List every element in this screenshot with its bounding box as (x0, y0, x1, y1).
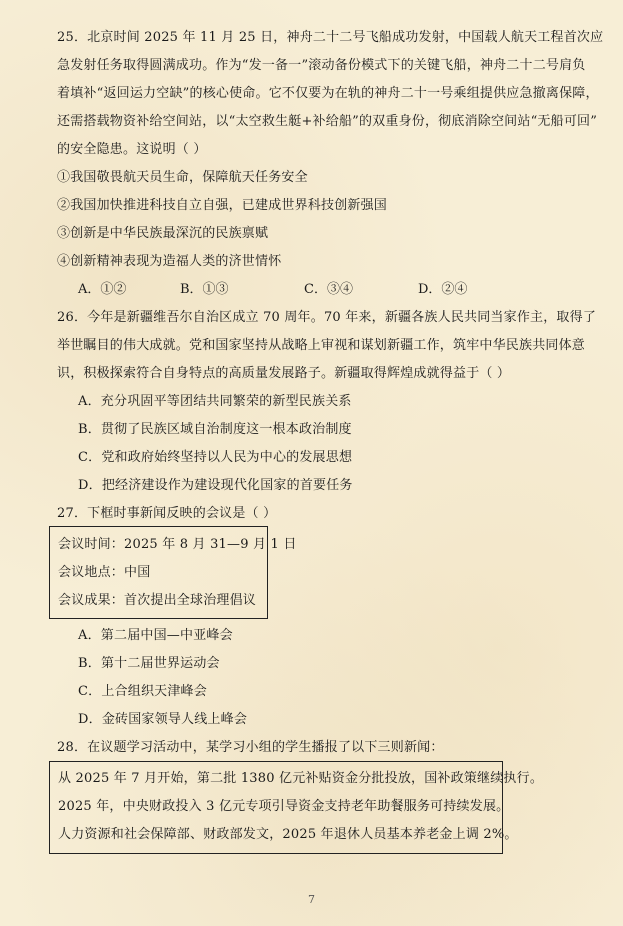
q25-statement: ①我国敬畏航天员生命，保障航天任务安全 (57, 170, 308, 185)
q25-stem-line: 还需搭载物资补给空间站，以“太空救生艇+补给船”的双重身份，彻底消除空间站“无船可回” (57, 114, 598, 129)
q27-box-line: 会议地点：中国 (58, 565, 151, 580)
q28-box-line: 从 2025 年 7 月开始，第二批 1380 亿元补贴资金分批投放，国补政策继续执行。 (58, 771, 544, 786)
q26-stem-line: 26．今年是新疆维吾尔自治区成立 70 周年。70 年来，新疆各族人民共同当家作主，取得了 (57, 310, 597, 325)
q25-choice-a[interactable]: A．①② (78, 282, 127, 297)
q28-box-line: 2025 年，中央财政投入 3 亿元专项引导资金支持老年助餐服务可持续发展。 (58, 799, 510, 814)
q26-stem-line: 举世瞩目的伟大成就。党和国家坚持从战略上审视和谋划新疆工作，筑牢中华民族共同体意 (57, 338, 586, 353)
q25-choice-d[interactable]: D．②④ (418, 282, 468, 297)
q27-option-d[interactable]: D．金砖国家领导人线上峰会 (78, 712, 248, 727)
q27-option-b[interactable]: B．第十二届世界运动会 (78, 656, 220, 671)
q27-option-c[interactable]: C．上合组织天津峰会 (78, 684, 207, 699)
q26-option-d[interactable]: D．把经济建设作为建设现代化国家的首要任务 (78, 478, 353, 493)
q27-box-line: 会议成果：首次提出全球治理倡议 (58, 593, 257, 608)
q25-stem-line: 急发射任务取得圆满成功。作为“发一备一”滚动备份模式下的关键飞船，神舟二十二号肩负 (57, 58, 586, 73)
q28-box-line: 人力资源和社会保障部、财政部发文，2025 年退休人员基本养老金上调 2%。 (58, 827, 518, 842)
q28-stem: 28．在议题学习活动中，某学习小组的学生播报了以下三则新闻： (57, 740, 444, 755)
q26-option-c[interactable]: C．党和政府始终坚持以人民为中心的发展思想 (78, 450, 353, 465)
q27-stem: 27．下框时事新闻反映的会议是（ ） (57, 506, 277, 521)
q27-option-a[interactable]: A．第二届中国—中亚峰会 (78, 628, 233, 643)
q25-stem-line: 的安全隐患。这说明（ ） (57, 142, 207, 157)
q25-statement: ③创新是中华民族最深沉的民族禀赋 (57, 226, 269, 241)
page-number: 7 (308, 893, 315, 906)
q26-stem-line: 识，积极探索符合自身特点的高质量发展路子。新疆取得辉煌成就得益于（ ） (57, 366, 511, 381)
q25-statement: ②我国加快推进科技自立自强，已建成世界科技创新强国 (57, 198, 388, 213)
q25-statement: ④创新精神表现为造福人类的济世情怀 (57, 254, 282, 269)
q26-option-a[interactable]: A．充分巩固平等团结共同繁荣的新型民族关系 (78, 394, 352, 409)
q27-box-line: 会议时间：2025 年 8 月 31—9 月 1 日 (58, 537, 297, 552)
q25-stem-line: 25．北京时间 2025 年 11 月 25 日，神舟二十二号飞船成功发射，中国载人航天工程首次应 (57, 30, 604, 45)
q25-stem-line: 着填补“返回运力空缺”的核心使命。它不仅要为在轨的神舟二十一号乘组提供应急撤离保障， (57, 86, 599, 101)
q25-choice-c[interactable]: C．③④ (304, 282, 353, 297)
q26-option-b[interactable]: B．贯彻了民族区域自治制度这一根本政治制度 (78, 422, 352, 437)
q25-choice-b[interactable]: B．①③ (180, 282, 229, 297)
